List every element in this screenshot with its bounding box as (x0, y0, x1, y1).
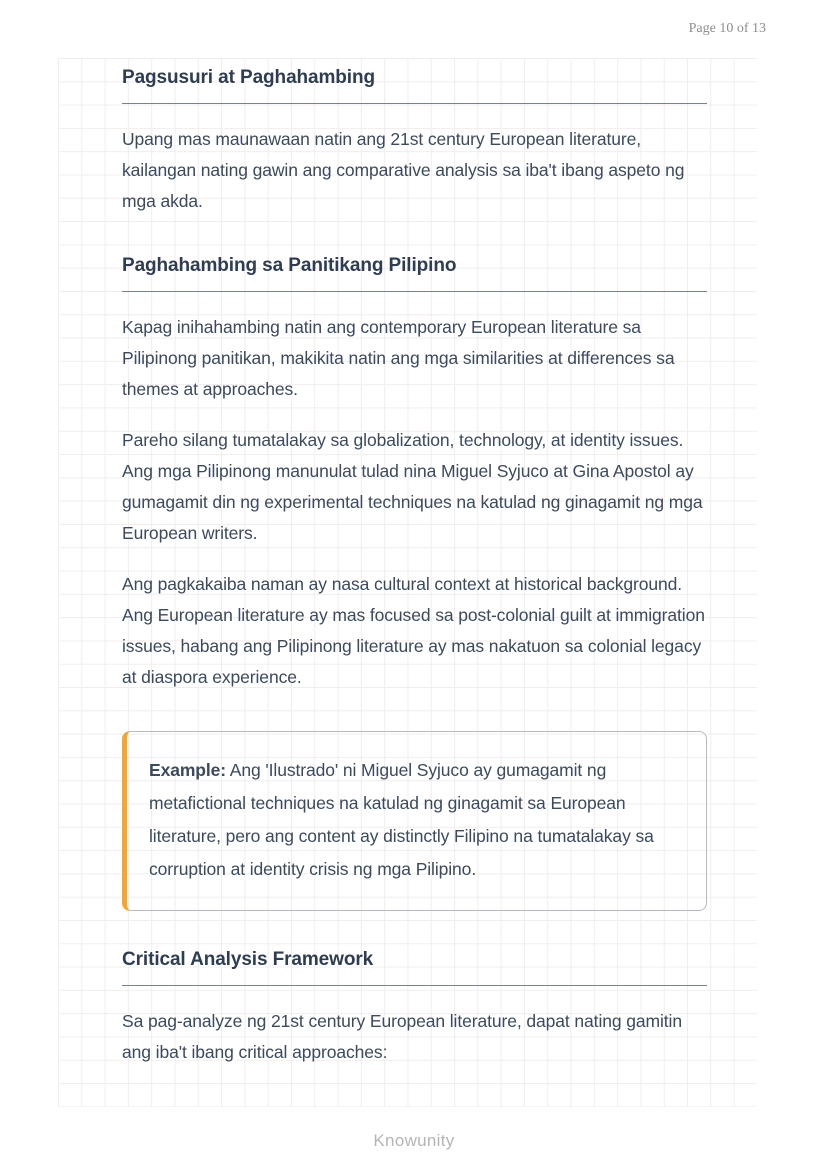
paragraph: Pareho silang tumatalakay sa globalization, technology, at identity issues. Ang mga Pilipinong manunulat tulad nina Miguel Syjuco at Gina Apostol ay gumagamit din ng experimental techniques na katulad ng ginagamit ng mga European writers. (122, 430, 703, 543)
section-heading-pagsusuri: Pagsusuri at Paghahambing (122, 67, 375, 88)
heading-divider (122, 291, 707, 292)
footer-brand: Knowunity (373, 1131, 455, 1150)
heading-divider (122, 985, 707, 986)
note-content (58, 58, 757, 1068)
note-paper-grid (58, 58, 757, 1107)
section-heading-paghahambing: Paghahambing sa Panitikang Pilipino (122, 255, 457, 276)
heading-divider (122, 103, 707, 104)
example-text: Ang 'Ilustrado' ni Miguel Syjuco ay gumagamit ng metafictional techniques na katulad ng ginagamit sa European literature, pero ang content ay distinctly Filipino na tumatalakay sa corruption at identity crisis ng mga Pilipino. (149, 760, 654, 879)
example-callout-box (122, 731, 707, 911)
paragraph: Kapag inihahambing natin ang contemporary European literature sa Pilipinong panitikan, makikita natin ang mga similarities at differences sa themes at approaches. (122, 317, 675, 399)
paragraph: Ang pagkakaiba naman ay nasa cultural context at historical background. Ang European literature ay mas focused sa post-colonial guilt at immigration issues, habang ang Pilipinong literature ay mas nakatuon sa colonial legacy at diaspora experience. (122, 574, 705, 687)
example-paragraph (149, 754, 682, 886)
section-heading-critical-analysis: Critical Analysis Framework (122, 949, 374, 970)
paragraph: Upang mas maunawaan natin ang 21st century European literature, kailangan nating gawin ang comparative analysis sa iba't ibang aspeto ng mga akda. (122, 129, 685, 211)
paragraph: Sa pag-analyze ng 21st century European literature, dapat nating gamitin ang iba't ibang critical approaches: (122, 1011, 682, 1062)
page-number: Page 10 of 13 (688, 21, 766, 36)
example-label: Example: (149, 760, 227, 780)
